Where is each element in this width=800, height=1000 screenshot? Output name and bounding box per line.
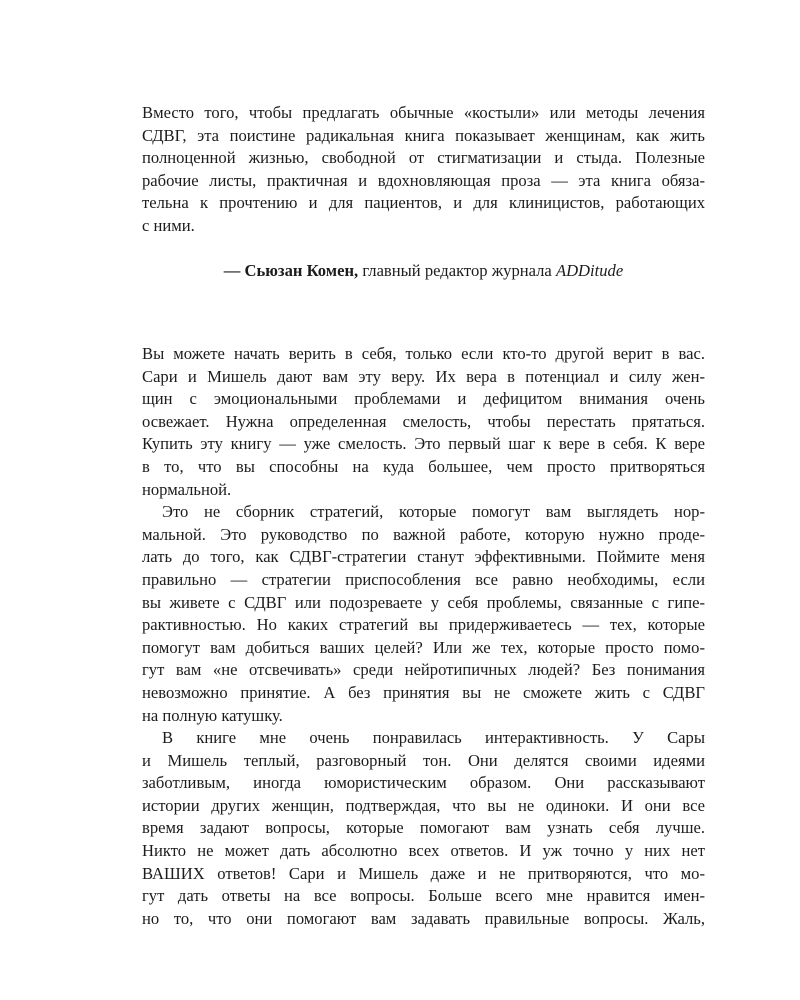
text-line: Вы можете начать верить в себя, только если кто-то другой верит в вас.	[142, 344, 705, 363]
text-line: Это не сборник стратегий, которые помогут вам выглядеть нор-	[162, 502, 705, 522]
text-line: рактивностью. Но каких стратегий вы придерживаетесь — тех, которые	[142, 615, 705, 635]
text-line: освежает. Нужна определенная смелость, чтобы перестать прятаться.	[142, 411, 705, 431]
text-line: истории других женщин, подтверждая, что вы не одиноки. И они все	[142, 795, 705, 815]
text-line: СДВГ, эта поистине радикальная книга показывает женщинам, как жить	[142, 125, 705, 145]
review-paragraph-2	[142, 501, 705, 727]
review-paragraph-1	[142, 343, 705, 501]
text-line: ВАШИХ ответов! Сари и Мишель даже и не притворяются, что мо-	[142, 863, 705, 883]
text-line: В книге мне очень понравилась интерактивность. У Сары	[162, 728, 705, 748]
text-line: в то, что вы способны на куда большее, чем просто притворяться	[142, 456, 705, 476]
text-line: мальной. Это руководство по важной работе, которую нужно проде-	[142, 524, 705, 544]
text-line: Вместо того, чтобы предлагать обычные «костыли» или методы лечения	[142, 103, 705, 122]
text-line: правильно — стратегии приспособления все равно необходимы, если	[142, 569, 705, 589]
text-line: невозможно принятие. А без принятия вы не сможете жить с СДВГ	[142, 682, 705, 702]
review-text	[142, 343, 705, 930]
text-line: помогут вам добиться ваших целей? Или же тех, которые просто помо-	[142, 637, 705, 657]
text-line: гут дать ответы на все вопросы. Больше всего мне нравится имен-	[142, 886, 705, 906]
attribution-role: главный редактор журнала	[358, 261, 556, 280]
review-paragraph-3	[142, 727, 705, 930]
text-line: полноценной жизнью, свободной от стигматизации и стыда. Полезные	[142, 148, 705, 168]
text-line: щин с эмоциональными проблемами и дефицитом внимания очень	[142, 389, 705, 409]
text-line: Сари и Мишель дают вам эту веру. Их вера в потенциал и силу жен-	[142, 366, 705, 386]
text-line: на полную катушку.	[142, 705, 283, 725]
blurb-attribution	[142, 260, 705, 283]
text-line: гут вам «не отсвечивать» среди нейротипичных людей? Без понимания	[142, 660, 705, 680]
text-line: Купить эту книгу — уже смелость. Это первый шаг к вере в себя. К вере	[142, 434, 705, 454]
text-line: нормальной.	[142, 479, 232, 499]
text-line: вы живете с СДВГ или подозреваете у себя проблемы, связанные с гипе-	[142, 592, 705, 612]
text-line: и Мишель теплый, разговорный тон. Они делятся своими идеями	[142, 750, 705, 770]
blurb-text	[142, 102, 705, 238]
blurb-paragraph	[142, 102, 705, 238]
text-line: тельна к прочтению и для пациентов, и для клиницистов, работающих	[142, 193, 705, 213]
text-line: рабочие листы, практичная и вдохновляющая проза — эта книга обяза-	[142, 170, 705, 190]
text-line: с ними.	[142, 215, 195, 235]
text-line: заботливым, иногда юмористическим образом. Они рассказывают	[142, 773, 705, 793]
text-line: лать до того, как СДВГ-стратегии станут эффективными. Поймите меня	[142, 547, 705, 567]
attribution-journal: ADDitude	[555, 261, 624, 280]
text-line: но то, что они помогают вам задавать правильные вопросы. Жаль,	[142, 908, 705, 928]
text-line: Никто не может дать абсолютно всех ответов. И уж точно у них нет	[142, 841, 705, 861]
text-line: время задают вопросы, которые помогают вам узнать себя лучше.	[142, 818, 705, 838]
attribution-author: — Сьюзан Комен,	[223, 261, 359, 280]
